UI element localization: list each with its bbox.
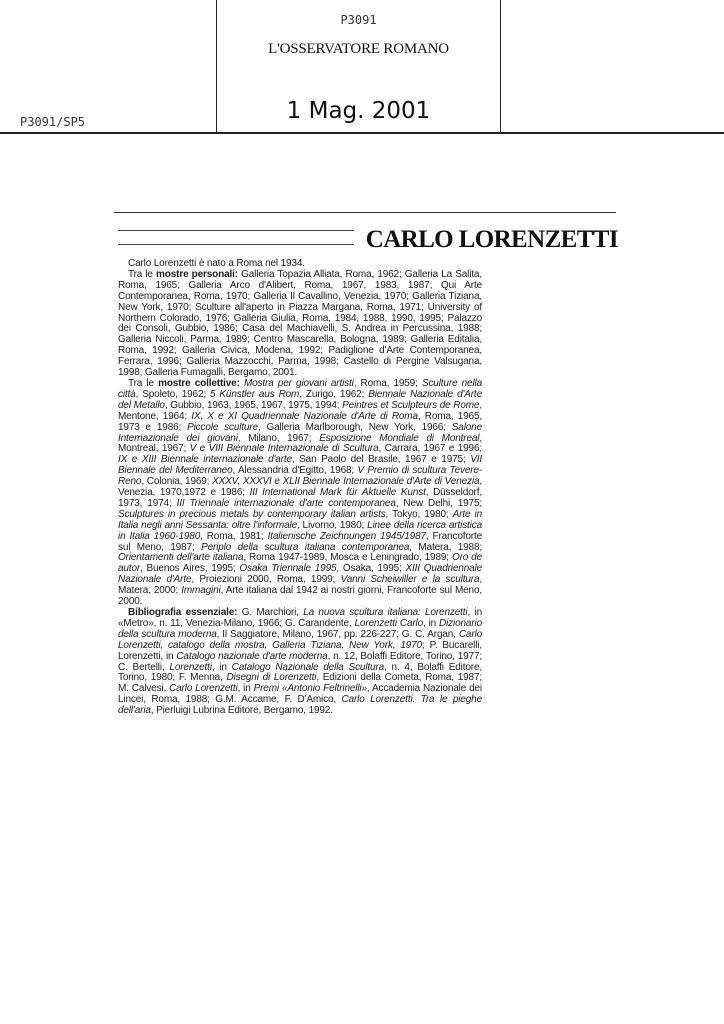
collective-exhibition-title: Arte in Italia negli anni Sessanta: oltre l'informale bbox=[118, 508, 483, 531]
collective-prefix: Tra le bbox=[128, 377, 154, 389]
collective-exhibition-title: III Triennale internazionale d'arte contemporanea bbox=[176, 497, 396, 509]
bibliography-entry-title: Catalogo nazionale d'arte moderna bbox=[176, 650, 328, 662]
collective-exhibition-text: , Gubbio, 1963, 1965, 1967, 1975, 1994; bbox=[164, 399, 343, 411]
bibliography-entry-text: , Il Saggiatore, Milano, 1967, pp. 226-227; G. C. Argan, bbox=[216, 628, 459, 640]
collective-exhibition-text: , Roma 1947-1989, Mosca e Leningrado, 1989; bbox=[243, 552, 452, 564]
bibliography-entry-title: Carlo Lorenzetti. Tra le pieghe dell'aria bbox=[118, 694, 482, 717]
bibliography-entry-text: , in bbox=[237, 683, 254, 695]
collective-exhibition-title: Sculptures in precious metals by contemporary italian artists bbox=[118, 508, 386, 520]
collective-exhibition-text: , Arte italiana dal 1942 ai nostri giorni, Francoforte sul Meno, 2000. bbox=[118, 585, 482, 608]
collective-exhibition-title: XIII Quadriennale Nazionale d'Arte bbox=[118, 563, 482, 586]
bibliography-entry-text: G. Marchiori, bbox=[237, 607, 304, 618]
bibliography-entry-text: , in bbox=[211, 661, 232, 673]
archive-header bbox=[0, 0, 724, 134]
collective-exhibition-title: Immagini bbox=[181, 585, 221, 597]
collective-exhibition-title: Sculture nella città bbox=[118, 377, 482, 400]
newspaper-name: L'OSSERVATORE ROMANO bbox=[268, 41, 449, 57]
collective-exhibition-title: Piccole sculture bbox=[187, 421, 258, 433]
article-body bbox=[118, 259, 482, 717]
collective-exhibition-text: , Montreal, 1967; bbox=[118, 432, 482, 455]
bibliography-entry-title: Disegni di Lorenzetti bbox=[226, 672, 317, 684]
clipping-top-rule bbox=[114, 212, 616, 213]
collective-exhibition-title: 5 Künstler aus Rom bbox=[210, 388, 300, 400]
bibliography-entry-title: Lorenzetti bbox=[169, 661, 212, 673]
bibliography-entry-text: , in «Metro», n. 11, Venezia-Milano, 1966; G. Carandente, bbox=[118, 607, 482, 629]
collective-exhibition-text: , Livorno, 1980; bbox=[296, 519, 368, 531]
header-divider-right bbox=[500, 0, 501, 133]
collective-exhibition-title: Oro de autor bbox=[118, 552, 483, 575]
archive-code-top: P3091 bbox=[340, 13, 377, 27]
collective-exhibition-text: , Mentone, 1964; bbox=[118, 399, 482, 422]
bibliography-entry-title: Premi «Antonio Feltrinelli» bbox=[253, 683, 367, 695]
collective-exhibition-title: Mostra per giovani artisti bbox=[243, 377, 354, 389]
personal-exhibitions-text: Galleria Topazia Alliata, Roma, 1962; Galleria La Salita, Roma, 1965; Galleria Arco d'Alibert, Roma, 1967, 1983, 1987; Qui Arte Contemporanea, Roma, 1970; Galleria Il Cavallino, Venezia, 1970; Galleria Tiziana, New York, 1970; Sculture all'aperto in Piazza Margana, Roma, 1971; University of Northern Colorado, 1976; Galleria Giulia, Roma, 1984, 1988, 1990, 1995; Palazzo dei Consoli, Gubbio, 1986; Casa del Machiavelli, S. Andrea in Percussina, 1988; Galleria Niccoli, Parma, 1989; Centro Mascarella, Bologna, 1989; Galleria Editalia, Roma, 1992; Galleria Civica, Modena, 1992; Padiglione d'Arte Contemporanea, Ferrara, 1996; Galleria Mazzocchi, Parma, 1998; Castello di Pergine Valsugana, 1998; Galleria Fumagalli, Bergamo, 2001. bbox=[118, 268, 482, 379]
collective-exhibition-text: , Tokyo, 1980; bbox=[385, 508, 453, 520]
collective-exhibition-text: , Düsseldorf, 1973, 1974; bbox=[118, 487, 482, 509]
collective-exhibition-text: , Roma, 1965, 1973 e 1986; bbox=[118, 410, 482, 433]
bibliography-entry-title: Dizionario della scultura moderna bbox=[118, 617, 482, 640]
collective-exhibitions-label: mostre collettive: bbox=[158, 377, 240, 389]
collective-exhibition-text: , Colonia, 1969; bbox=[141, 476, 213, 488]
collective-exhibition-text: , San Paolo del Brasile, 1967 e 1975; bbox=[291, 454, 471, 466]
bibliography-entry-title: La nuova scultura italiana: Lorenzetti bbox=[303, 607, 468, 618]
newspaper-clipping bbox=[108, 206, 620, 862]
collective-exhibition-title: VII Biennale del Mediterraneo bbox=[118, 454, 483, 477]
collective-exhibition-text: , Matera, 2000; bbox=[118, 574, 482, 597]
headline-rule-upper bbox=[118, 230, 354, 231]
bibliography-entry-text: , Edizioni della Cometa, Roma, 1987; M. Calvesi, bbox=[118, 672, 482, 695]
article-headline: CARLO LORENZETTI bbox=[365, 226, 618, 253]
collective-exhibition-text: , Matera, 1988; bbox=[409, 541, 482, 553]
personal-exhibitions-paragraph bbox=[118, 270, 482, 379]
collective-exhibition-title: Periplo della scultura italiana contemporanea bbox=[201, 541, 410, 553]
collective-exhibition-title: Esposizione Mondiale di Montreal bbox=[319, 432, 480, 444]
collective-exhibition-title: Biennale Nazionale d'Arte del Metallo bbox=[118, 388, 482, 411]
bibliography-text bbox=[118, 607, 482, 716]
collective-exhibition-text: , Roma, 1959; bbox=[353, 377, 422, 389]
collective-exhibitions-text bbox=[118, 378, 482, 607]
personal-prefix: Tra le bbox=[128, 268, 153, 280]
archive-code-left: P3091/SP5 bbox=[20, 115, 86, 129]
collective-exhibition-text: , Buenos Aires, 1995; bbox=[140, 563, 240, 575]
collective-exhibition-text: , Milano, 1967; bbox=[237, 432, 320, 444]
collective-exhibition-text: , Alessandria d'Egitto, 1968; bbox=[232, 465, 358, 477]
collective-exhibition-title: Osaka Triennale 1995 bbox=[239, 563, 337, 575]
collective-exhibition-text: , Zurigo, 1962; bbox=[299, 388, 369, 400]
collective-exhibition-title: Salone Internazionale dei giovani bbox=[118, 421, 483, 444]
bibliography-entry-title: Carlo Lorenzetti bbox=[169, 683, 238, 695]
collective-exhibition-text: , Francoforte sul Meno, 1987; bbox=[118, 530, 482, 553]
bibliography-entry-text: , n. 4, Bolaffi Editore, Torino, 1980; F. Menna, bbox=[118, 661, 483, 684]
bibliography-paragraph bbox=[118, 608, 482, 717]
collective-exhibition-text: , Galleria Marlborough, New York, 1966; bbox=[257, 421, 452, 433]
bibliography-entry-title: Lorenzetti Carlo bbox=[354, 617, 424, 629]
collective-exhibition-title: XXXV, XXXVI e XLII Biennale Internazionale d'Arte di Venezia bbox=[212, 476, 480, 488]
collective-exhibition-text: , Spoleto, 1962; bbox=[135, 388, 210, 400]
bibliography-entry-title: Carlo Lorenzetti, catalogo della mostra, Galleria Tiziana, New York, 1970 bbox=[118, 628, 482, 651]
collective-exhibition-title: Linee della ricerca artistica in Italia 1960-1980 bbox=[118, 519, 483, 542]
collective-exhibition-text: , Carrara, 1967 e 1996; bbox=[378, 443, 482, 455]
personal-exhibitions-label: mostre personali: bbox=[156, 268, 238, 280]
bibliography-entry-text: ; P. Bucarelli, Lorenzetti, in bbox=[118, 639, 483, 662]
collective-exhibition-title: V e VIII Biennale Internazionale di Scultura bbox=[189, 443, 379, 455]
publication-date: 1 Mag. 2001 bbox=[286, 98, 431, 124]
collective-exhibition-title: IX e XIII Biennale internazionale d'arte bbox=[118, 454, 292, 466]
collective-exhibition-title: IX, X e XI Quadriennale Nazionale d'Arte di Roma bbox=[191, 410, 418, 422]
collective-exhibition-title: III International Mark für Aktuelle Kunst bbox=[249, 487, 426, 499]
collective-exhibition-text: , New Delhi, 1975; bbox=[395, 497, 482, 509]
collective-exhibitions-paragraph bbox=[118, 379, 482, 608]
collective-exhibition-title: Italienische Zeichnungen 1945/1987 bbox=[267, 530, 426, 542]
headline-rule-lower bbox=[118, 244, 354, 245]
collective-exhibition-text: , Proiezioni 2000, Roma, 1999; bbox=[191, 574, 341, 586]
collective-exhibition-text: , Osaka, 1995; bbox=[336, 563, 406, 575]
collective-exhibition-title: Vanni Scheiwiller e la scultura bbox=[340, 574, 480, 586]
bibliography-entry-text: , in bbox=[423, 617, 440, 629]
article-intro: Carlo Lorenzetti è nato a Roma nel 1934. bbox=[128, 258, 305, 269]
bibliography-label: Bibliografia essenziale: bbox=[128, 607, 238, 618]
collective-exhibition-title: Peintres et Sculpteurs de Rome bbox=[342, 399, 480, 411]
header-bottom-rule bbox=[0, 132, 724, 134]
collective-exhibition-text: , Roma, 1981; bbox=[200, 530, 268, 542]
bibliography-entry-text: , Pierluigi Lubrina Editore, Bergamo, 1992. bbox=[150, 705, 333, 717]
bibliography-entry-text: , Accademia Nazionale dei Lincei, Roma, 1988; G.M. Accame, F. D'Amico, bbox=[118, 683, 482, 706]
bibliography-entry-text: , n. 12, Bolaffi Editore, Torino, 1977; C. Bertelli, bbox=[118, 650, 482, 673]
bibliography-entry-title: Catalogo Nazionale della Scultura bbox=[231, 661, 385, 673]
collective-exhibition-title: V Premio di scultura Tevere-Reno bbox=[118, 465, 483, 488]
collective-exhibition-text: , Venezia, 1970,1972 e 1986; bbox=[118, 476, 483, 499]
collective-exhibition-title: Orientamenti dell'arte italiana bbox=[118, 552, 244, 564]
